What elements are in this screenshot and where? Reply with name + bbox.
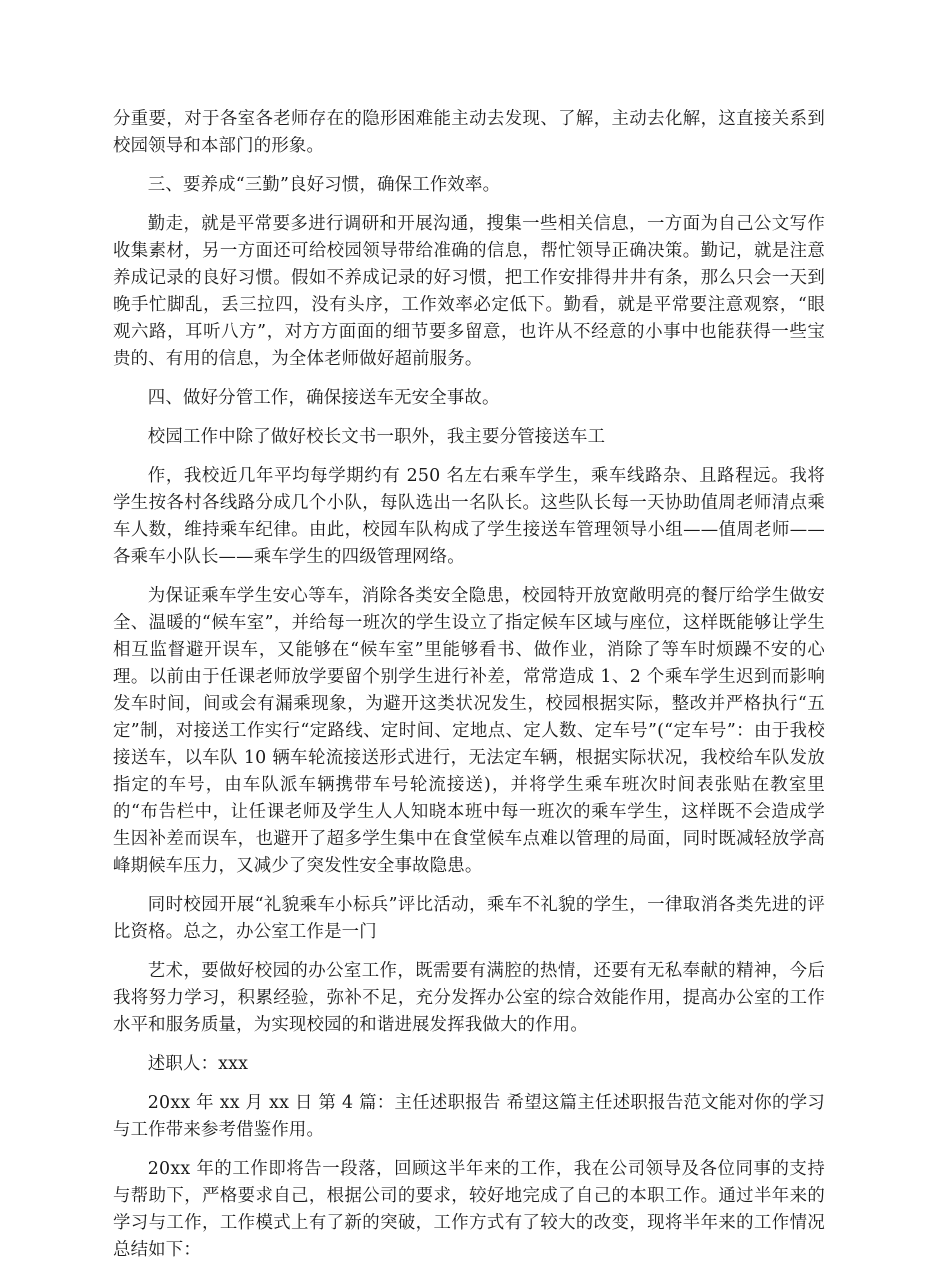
paragraph: 20xx 年 xx 月 xx 日 第 4 篇：主任述职报告 希望这篇主任述职报告范文能对你的学习与工作带来参考借鉴作用。 bbox=[113, 1093, 825, 1140]
paragraph: 艺术，要做好校园的办公室工作，既需要有满腔的热情，还要有无私奉献的精神，今后我将努力学习，积累经验，弥补不足，充分发挥办公室的综合效能作用，提高办公室的工作水平和服务质量，为实现校园的和谐进展发挥我做大的作用。 bbox=[113, 961, 825, 1035]
section-heading: 四、做好分管工作，确保接送车无安全事故。 bbox=[147, 388, 500, 408]
document-body bbox=[113, 106, 825, 1276]
paragraph: 同时校园开展“礼貌乘车小标兵”评比活动，乘车不礼貌的学生，一律取消各类先进的评比资格。总之，办公室工作是一门 bbox=[113, 895, 825, 942]
paragraph: 校园工作中除了做好校长文书一职外，我主要分管接送车工 bbox=[147, 427, 606, 447]
paragraph: 20xx 年的工作即将告一段落，回顾这半年来的工作，我在公司领导及各位同事的支持与帮助下，严格要求自己，根据公司的要求，较好地完成了自己的本职工作。通过半年来的学习与工作，工作模式上有了新的突破，工作方式有了较大的改变，现将半年来的工作情况总结如下： bbox=[113, 1159, 825, 1260]
paragraph: 勤走，就是平常要多进行调研和开展沟通，搜集一些相关信息，一方面为自己公文写作收集素材，另一方面还可给校园领导带给准确的信息，帮忙领导正确决策。勤记，就是注意养成记录的良好习惯。假如不养成记录的好习惯，把工作安排得井井有条，那么只会一天到晚手忙脚乱，丢三拉四，没有头序，工作效率必定低下。勤看，就是平常要注意观察，“眼观六路，耳听八方”，对方方面面的细节要多留意，也许从不经意的小事中也能获得一些宝贵的、有用的信息，为全体老师做好超前服务。 bbox=[113, 214, 825, 369]
paragraph: 作，我校近几年平均每学期约有 250 名左右乘车学生，乘车线路杂、且路程远。我将学生按各村各线路分成几个小队，每队选出一名队长。这些队长每一天协助值周老师清点乘车人数，维持乘车纪律。由此，校园车队构成了学生接送车管理领导小组——值周老师——各乘车小队长——乘车学生的四级管理网络。 bbox=[113, 466, 825, 567]
paragraph: 分重要，对于各室各老师存在的隐形困难能主动去发现、了解，主动去化解，这直接关系到校园领导和本部门的形象。 bbox=[113, 109, 825, 156]
signature-line: 述职人：xxx bbox=[147, 1054, 249, 1074]
section-heading: 三、要养成“三勤”良好习惯，确保工作效率。 bbox=[147, 175, 501, 195]
paragraph: 为保证乘车学生安心等车，消除各类安全隐患，校园特开放宽敞明亮的餐厅给学生做安全、温暖的“候车室”，并给每一班次的学生设立了指定候车区域与座位，这样既能够让学生相互监督避开误车，又能够在“候车室”里能够看书、做作业，消除了等车时烦躁不安的心理。以前由于任课老师放学要留个别学生进行补差，常常造成 1、2 个乘车学生迟到而影响发车时间，间或会有漏乘现象，为避开这类状况发生，校园根据实际，整改并严格执行“五定”制，对接送工作实行“定路线、定时间、定地点、定人数、定车号”(“定车号”：由于我校接送车，以车队 10 辆车轮流接送形式进行，无法定车辆，根据实际状况，我校给车队发放指定的车号，由车队派车辆携带车号轮流接送)，并将学生乘车班次时间表张贴在教室里的“布告栏中，让任课老师及学生人人知晓本班中每一班次的乘车学生，这样既不会造成学生因补差而误车，也避开了超多学生集中在食堂候车点难以管理的局面，同时既减轻放学高峰期候车压力，又减少了突发性安全事故隐患。 bbox=[113, 586, 825, 876]
